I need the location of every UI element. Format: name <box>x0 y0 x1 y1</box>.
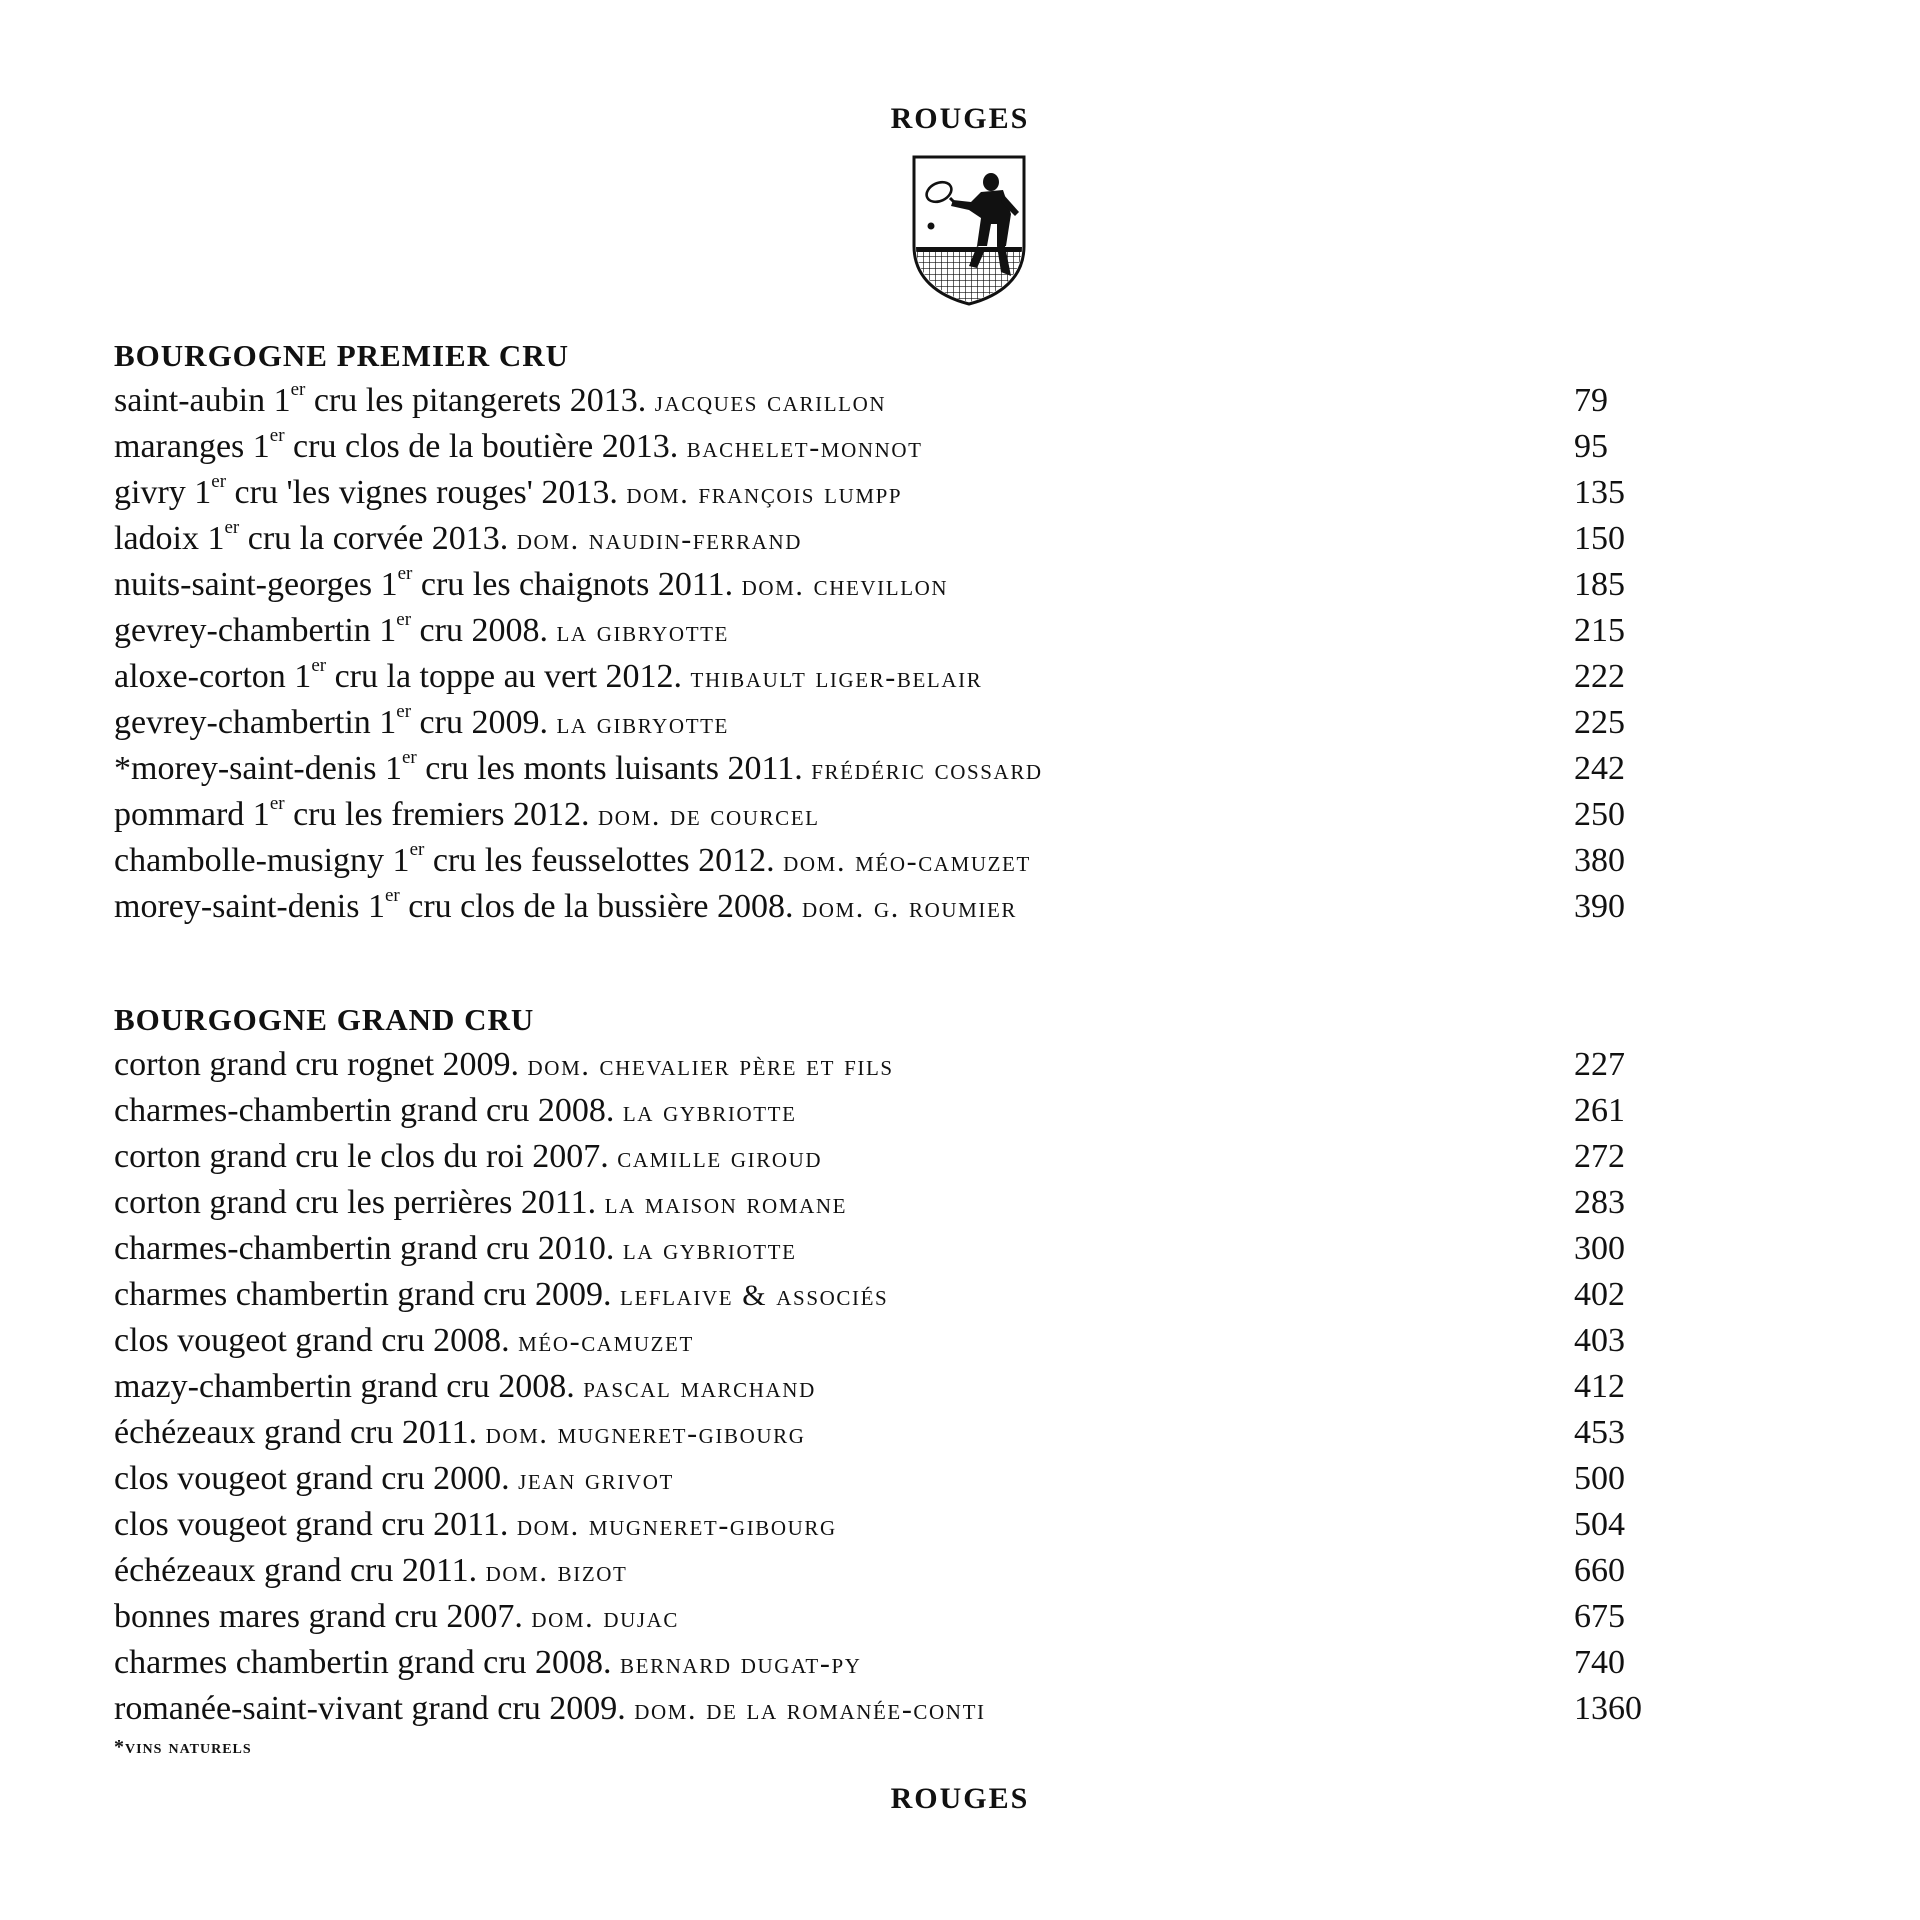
wine-name-text: maranges 1 <box>114 428 270 465</box>
wine-name-text: saint-aubin 1 <box>114 382 291 419</box>
wine-row <box>114 884 1654 930</box>
wine-row <box>114 792 1654 838</box>
section-grand-cru <box>114 998 1654 1732</box>
wine-name <box>114 1460 674 1497</box>
wine-producer: la gybriotte <box>622 1233 797 1266</box>
wine-name-text: morey-saint-denis 1 <box>114 888 385 925</box>
wine-price: 403 <box>1574 1322 1625 1359</box>
wine-producer: dom. chevalier père et fils <box>527 1049 894 1082</box>
wine-name-text: cru les fremiers 2012. <box>284 796 590 833</box>
wine-price: 740 <box>1574 1644 1625 1681</box>
wine-price: 390 <box>1574 888 1625 925</box>
wine-name-text: cru les feusselottes 2012. <box>424 842 775 879</box>
wine-name <box>114 1092 797 1129</box>
wine-producer: bachelet-monnot <box>686 431 923 464</box>
wine-row <box>114 608 1654 654</box>
wine-name-text: romanée-saint-vivant grand cru 2009. <box>114 1690 626 1727</box>
wine-price: 500 <box>1574 1460 1625 1497</box>
wine-row <box>114 1686 1654 1732</box>
wine-row <box>114 700 1654 746</box>
wine-name-text: clos vougeot grand cru 2000. <box>114 1460 510 1497</box>
wine-price: 504 <box>1574 1506 1625 1543</box>
wine-producer: la gibryotte <box>556 707 729 740</box>
wine-name-text: corton grand cru le clos du roi 2007. <box>114 1138 609 1175</box>
premier-superscript: er <box>269 792 285 814</box>
wine-producer: la maison romane <box>604 1187 848 1220</box>
footnote-vins-naturels: *vins naturels <box>114 1736 252 1758</box>
wine-name-text: chambolle-musigny 1 <box>114 842 410 879</box>
wine-name-text: pommard 1 <box>114 796 270 833</box>
wine-row <box>114 838 1654 884</box>
wine-name <box>114 378 887 419</box>
wine-producer: leflaive & associés <box>620 1279 889 1312</box>
wine-name-text: cru la toppe au vert 2012. <box>326 658 683 695</box>
premier-superscript: er <box>396 700 412 722</box>
wine-name-text: échézeaux grand cru 2011. <box>114 1552 478 1589</box>
wine-name <box>114 884 1018 925</box>
wine-row <box>114 470 1654 516</box>
wine-price: 135 <box>1574 474 1625 511</box>
page-title: ROUGES <box>890 102 1030 135</box>
wine-name-text: charmes chambertin grand cru 2009. <box>114 1276 612 1313</box>
wine-name-text: mazy-chambertin grand cru 2008. <box>114 1368 575 1405</box>
wine-price: 380 <box>1574 842 1625 879</box>
wine-price: 1360 <box>1574 1690 1642 1727</box>
wine-producer: dom. g. roumier <box>802 891 1018 924</box>
wine-price: 222 <box>1574 658 1625 695</box>
wine-row <box>114 1088 1654 1134</box>
wine-name-text: aloxe-corton 1 <box>114 658 312 695</box>
wine-name <box>114 746 1043 787</box>
wine-price: 95 <box>1574 428 1608 465</box>
wine-price: 225 <box>1574 704 1625 741</box>
wine-row <box>114 1180 1654 1226</box>
wine-name-text: corton grand cru rognet 2009. <box>114 1046 520 1083</box>
wine-name-text: ladoix 1 <box>114 520 225 557</box>
wine-producer: dom. de courcel <box>598 799 820 832</box>
wine-producer: dom. bizot <box>485 1555 628 1588</box>
wine-name <box>114 1046 894 1083</box>
wine-producer: frédéric cossard <box>811 753 1043 786</box>
section-title: BOURGOGNE GRAND CRU <box>114 1002 535 1037</box>
wine-name-text: corton grand cru les perrières 2011. <box>114 1184 597 1221</box>
wine-price: 283 <box>1574 1184 1625 1221</box>
wine-name <box>114 792 820 833</box>
wine-name-text: clos vougeot grand cru 2011. <box>114 1506 509 1543</box>
wine-name-text: givry 1 <box>114 474 212 511</box>
wine-row <box>114 1042 1654 1088</box>
wine-name <box>114 1276 888 1313</box>
wine-name-text: cru les chaignots 2011. <box>412 566 734 603</box>
wine-producer: bernard dugat-py <box>620 1647 862 1680</box>
wine-producer: thibault liger-belair <box>690 661 983 694</box>
wine-row <box>114 1226 1654 1272</box>
wine-producer: dom. mugneret-gibourg <box>485 1417 806 1450</box>
wine-producer: camille giroud <box>617 1141 823 1174</box>
premier-superscript: er <box>311 654 327 676</box>
wine-row <box>114 1456 1654 1502</box>
wine-row <box>114 516 1654 562</box>
wine-producer: dom. naudin-ferrand <box>516 523 803 556</box>
premier-superscript: er <box>211 470 227 492</box>
wine-name <box>114 562 949 603</box>
wine-name <box>114 700 729 741</box>
wine-name-text: échézeaux grand cru 2011. <box>114 1414 478 1451</box>
wine-name <box>114 1690 986 1727</box>
wine-producer: dom. de la romanée-conti <box>634 1693 986 1726</box>
wine-price: 150 <box>1574 520 1625 557</box>
section-title: BOURGOGNE PREMIER CRU <box>114 338 570 373</box>
wine-name-text: *morey-saint-denis 1 <box>114 750 402 787</box>
wine-row <box>114 1548 1654 1594</box>
wine-row <box>114 1134 1654 1180</box>
wine-name-text: gevrey-chambertin 1 <box>114 704 397 741</box>
wine-row <box>114 1640 1654 1686</box>
wine-name <box>114 470 903 511</box>
wine-name <box>114 1644 862 1681</box>
wine-name <box>114 654 983 695</box>
wine-name <box>114 1230 797 1267</box>
wine-name <box>114 1414 806 1451</box>
wine-producer: jean grivot <box>518 1463 674 1496</box>
wine-producer: dom. chevillon <box>741 569 949 602</box>
wine-producer: la gibryotte <box>556 615 729 648</box>
section-premier-cru <box>114 334 1654 930</box>
wine-list-premier-cru <box>114 378 1654 930</box>
wine-name-text: cru 2008. <box>411 612 548 649</box>
wine-row <box>114 1502 1654 1548</box>
wine-producer: la gybriotte <box>622 1095 797 1128</box>
wine-name-text: cru la corvée 2013. <box>239 520 509 557</box>
wine-name <box>114 1552 627 1589</box>
wine-name <box>114 1506 837 1543</box>
wine-row <box>114 1364 1654 1410</box>
wine-name <box>114 838 1031 879</box>
wine-price: 453 <box>1574 1414 1625 1451</box>
wine-price: 242 <box>1574 750 1625 787</box>
wine-name-text: cru les pitangerets 2013. <box>305 382 647 419</box>
wine-price: 250 <box>1574 796 1625 833</box>
page-footer-title: ROUGES <box>890 1782 1030 1815</box>
wine-name-text: cru 'les vignes rouges' 2013. <box>226 474 618 511</box>
wine-row <box>114 378 1654 424</box>
wine-name <box>114 1184 847 1221</box>
wine-producer: méo-camuzet <box>518 1325 694 1358</box>
premier-superscript: er <box>269 424 285 446</box>
premier-superscript: er <box>385 884 400 906</box>
wine-name <box>114 1598 679 1635</box>
wine-name <box>114 1322 694 1359</box>
wine-list-grand-cru <box>114 1042 1654 1732</box>
wine-producer: dom. mugneret-gibourg <box>516 1509 837 1542</box>
wine-name-text: cru clos de la bussière 2008. <box>399 888 794 925</box>
wine-name <box>114 424 923 465</box>
premier-superscript: er <box>409 838 425 860</box>
wine-row <box>114 562 1654 608</box>
wine-name-text: charmes chambertin grand cru 2008. <box>114 1644 612 1681</box>
wine-row <box>114 654 1654 700</box>
wine-price: 412 <box>1574 1368 1625 1405</box>
wine-name-text: cru les monts luisants 2011. <box>416 750 803 787</box>
wine-row <box>114 1318 1654 1364</box>
wine-producer: dom. françois lumpp <box>626 477 903 510</box>
premier-superscript: er <box>402 746 417 768</box>
wine-name <box>114 608 729 649</box>
wine-producer: dom. dujac <box>531 1601 680 1634</box>
wine-name <box>114 1368 816 1405</box>
wine-row <box>114 424 1654 470</box>
wine-price: 215 <box>1574 612 1625 649</box>
wine-producer: dom. méo-camuzet <box>783 845 1031 878</box>
wine-row <box>114 1410 1654 1456</box>
premier-superscript: er <box>290 378 306 400</box>
wine-name-text: charmes-chambertin grand cru 2010. <box>114 1230 615 1267</box>
wine-name-text: charmes-chambertin grand cru 2008. <box>114 1092 615 1129</box>
tennis-player-crest-icon <box>911 154 1027 306</box>
wine-price: 185 <box>1574 566 1625 603</box>
wine-row <box>114 1594 1654 1640</box>
wine-name-text: bonnes mares grand cru 2007. <box>114 1598 523 1635</box>
wine-row <box>114 746 1654 792</box>
wine-name-text: clos vougeot grand cru 2008. <box>114 1322 510 1359</box>
wine-name-text: nuits-saint-georges 1 <box>114 566 398 603</box>
wine-name-text: cru clos de la boutière 2013. <box>284 428 679 465</box>
wine-price: 79 <box>1574 382 1608 419</box>
wine-price: 261 <box>1574 1092 1625 1129</box>
premier-superscript: er <box>396 608 412 630</box>
wine-price: 402 <box>1574 1276 1625 1313</box>
wine-price: 660 <box>1574 1552 1625 1589</box>
wine-producer: jacques carillon <box>654 385 887 418</box>
wine-name <box>114 516 803 557</box>
wine-row <box>114 1272 1654 1318</box>
premier-superscript: er <box>224 516 240 538</box>
premier-superscript: er <box>397 562 413 584</box>
wine-price: 272 <box>1574 1138 1625 1175</box>
wine-name-text: gevrey-chambertin 1 <box>114 612 397 649</box>
wine-price: 300 <box>1574 1230 1625 1267</box>
wine-producer: pascal marchand <box>583 1371 816 1404</box>
wine-name-text: cru 2009. <box>411 704 548 741</box>
wine-price: 227 <box>1574 1046 1625 1083</box>
wine-name <box>114 1138 822 1175</box>
wine-price: 675 <box>1574 1598 1625 1635</box>
